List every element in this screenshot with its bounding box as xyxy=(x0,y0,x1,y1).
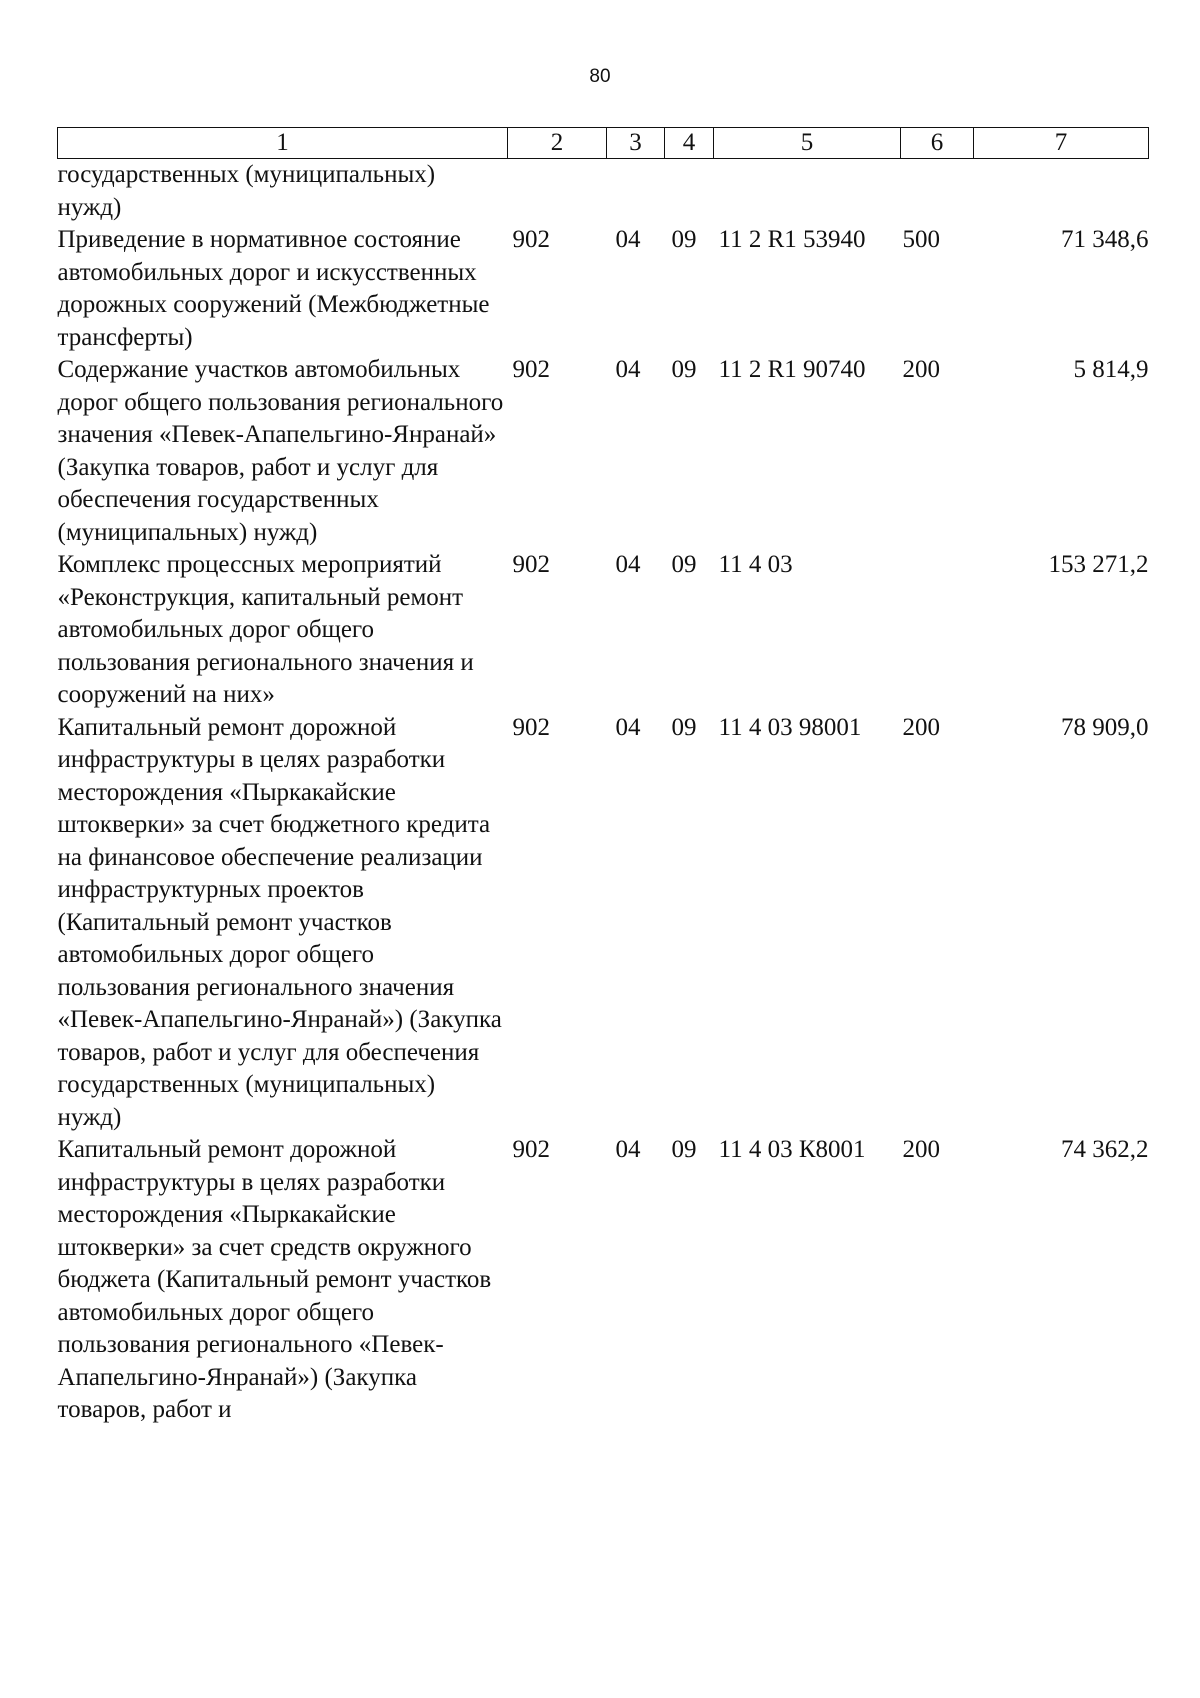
table-row xyxy=(58,712,1149,1135)
row-ministry-code xyxy=(508,159,607,225)
row-target-article: 11 4 03 98001 xyxy=(718,713,862,741)
row-ministry-code: 902 xyxy=(512,356,550,383)
row-expense-type xyxy=(901,549,974,712)
row-name: Приведение в нормативное состояние автомобильных дорог и искусственных дорожных сооружений (Межбюджетные трансферты) xyxy=(57,226,490,351)
page-number: 80 xyxy=(589,66,611,87)
row-section-code: 04 xyxy=(615,356,641,383)
table-body xyxy=(58,159,1149,1427)
row-subsection-code: 09 xyxy=(671,713,697,741)
row-expense-type: 200 xyxy=(902,1136,940,1163)
row-target-article: 11 4 03 К8001 xyxy=(718,1136,866,1163)
column-header-6: 6 xyxy=(901,128,974,159)
row-amount: 74 362,2 xyxy=(1061,1136,1149,1163)
row-section-code: 04 xyxy=(615,226,641,253)
column-header-4: 4 xyxy=(665,128,714,159)
row-ministry-code: 902 xyxy=(512,226,550,253)
row-name: государственных (муниципальных) нужд) xyxy=(57,161,436,221)
column-header-1: 1 xyxy=(58,128,508,159)
column-header-7: 7 xyxy=(974,128,1149,159)
row-name: Содержание участков автомобильных дорог общего пользования регионального значения «Певек-Апапельгино-Янранай» (Закупка товаров, работ и услуг для обеспечения государственных (муниципальных) нужд) xyxy=(57,356,504,546)
row-subsection-code: 09 xyxy=(671,551,697,578)
row-ministry-code: 902 xyxy=(512,551,550,578)
row-amount: 71 348,6 xyxy=(1061,226,1149,253)
table-row xyxy=(58,1134,1149,1427)
row-expense-type: 200 xyxy=(902,713,940,741)
row-section-code: 04 xyxy=(615,713,641,741)
row-subsection-code xyxy=(665,159,714,225)
row-subsection-code: 09 xyxy=(671,1136,697,1163)
row-ministry-code: 902 xyxy=(512,1136,550,1163)
row-amount: 78 909,0 xyxy=(1061,713,1149,741)
row-section-code: 04 xyxy=(615,551,641,578)
row-ministry-code: 902 xyxy=(512,713,550,741)
table-header xyxy=(58,128,1149,159)
row-expense-type xyxy=(901,159,974,225)
column-header-3: 3 xyxy=(607,128,665,159)
row-subsection-code: 09 xyxy=(671,356,697,383)
row-name: Капитальный ремонт дорожной инфраструктуры в целях разработки месторождения «Пыркакайские штокверки» за счет бюджетного кредита на финансовое обеспечение реализации инфраструктурных проектов (Капитальный ремонт участков автомобильных дорог общего пользования регионального значения «Певек-Апапельгино-Янранай») (Закупка товаров, работ и услуг для обеспечения государственных (муниципальных) нужд) xyxy=(57,713,502,1131)
row-expense-type: 200 xyxy=(902,356,940,383)
table-row xyxy=(58,224,1149,354)
table-row xyxy=(58,159,1149,225)
header-row xyxy=(58,128,1149,159)
table-row xyxy=(58,354,1149,549)
row-amount: 153 271,2 xyxy=(1048,551,1149,578)
row-subsection-code: 09 xyxy=(671,226,697,253)
row-target-article xyxy=(714,159,901,225)
table-row xyxy=(58,549,1149,712)
column-header-5: 5 xyxy=(714,128,901,159)
column-header-2: 2 xyxy=(508,128,607,159)
row-name: Комплекс процессных мероприятий «Реконструкция, капитальный ремонт автомобильных дорог общего пользования регионального значения и сооружений на них» xyxy=(57,551,474,708)
row-expense-type: 500 xyxy=(902,226,940,253)
row-amount xyxy=(974,159,1149,225)
row-name: Капитальный ремонт дорожной инфраструктуры в целях разработки месторождения «Пыркакайские штокверки» за счет средств окружного бюджета (Капитальный ремонт участков автомобильных дорог общего пользования регионального «Певек-Апапельгино-Янранай») (Закупка товаров, работ и xyxy=(57,1136,492,1423)
budget-table xyxy=(57,127,1149,1427)
row-target-article: 11 2 R1 90740 xyxy=(718,356,866,383)
row-target-article: 11 2 R1 53940 xyxy=(718,226,866,253)
row-section-code: 04 xyxy=(615,1136,641,1163)
row-section-code xyxy=(607,159,665,225)
row-target-article: 11 4 03 xyxy=(718,551,793,578)
row-amount: 5 814,9 xyxy=(1073,356,1149,383)
